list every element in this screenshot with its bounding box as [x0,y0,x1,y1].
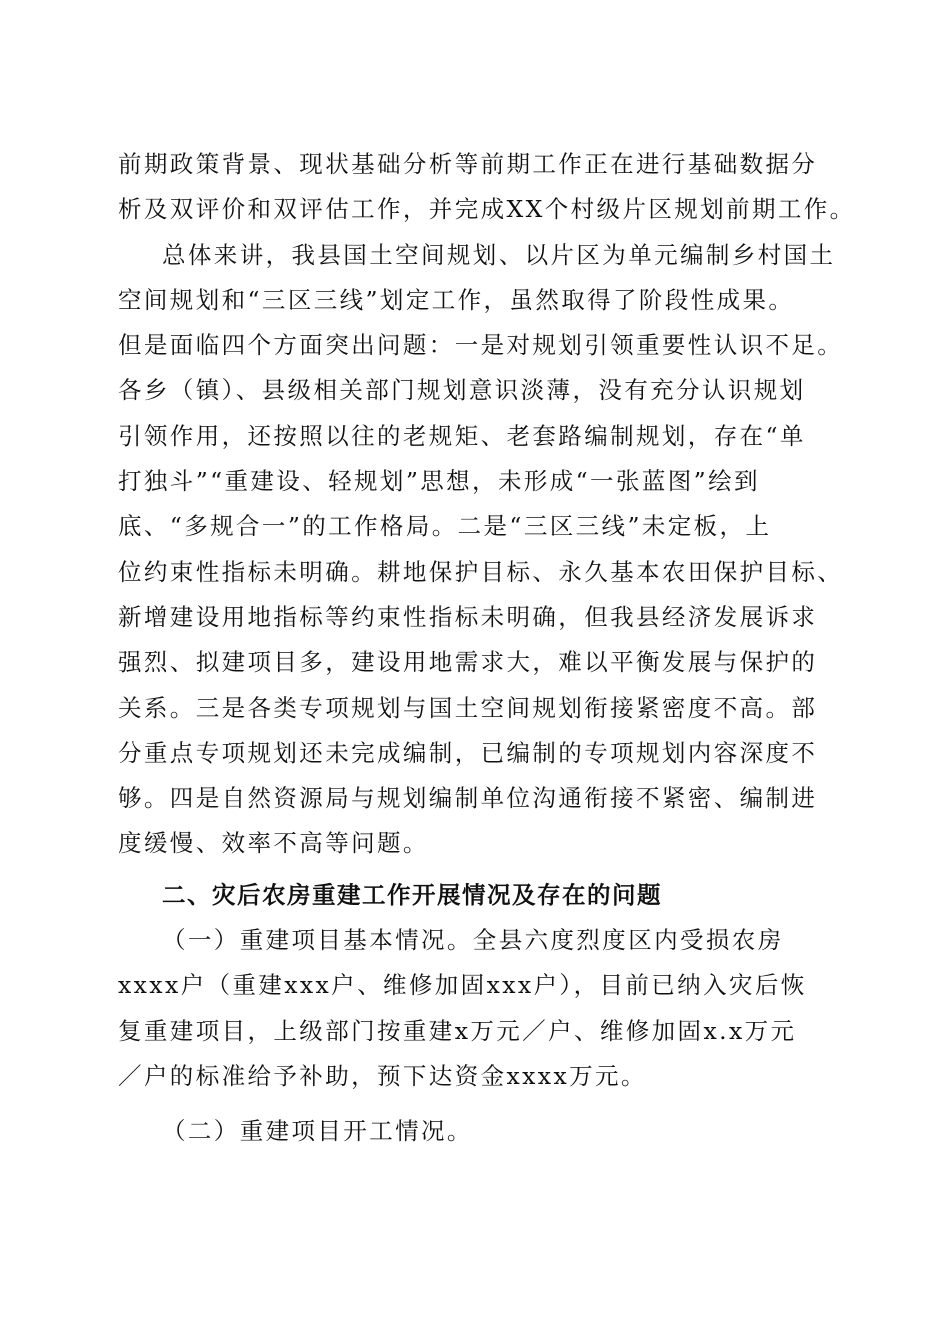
text-line: 打独斗”“重建设、轻规划”思想，未形成“一张蓝图”绘到 [118,467,760,496]
text-line: 底、“多规合一”的工作格局。二是“三区三线”未定板，上 [118,512,772,541]
text-line: ／户的标准给予补助，预下达资金xxxx万元。 [118,1061,647,1090]
document-body [118,142,856,1155]
paragraph-start-line: 总体来讲，我县国土空间规划、以片区为单元编制乡村国土 [162,240,836,269]
text-line: 关系。三是各类专项规划与国土空间规划衔接紧密度不高。部 [118,693,818,722]
text-line: 前期政策背景、现状基础分析等前期工作正在进行基础数据分 [118,150,818,178]
text-line: 各乡（镇）、县级相关部门规划意识淡薄，没有充分认识规划 [118,376,806,405]
text-line: 强烈、拟建项目多，建设用地需求大，难以平衡发展与保护的 [118,648,818,677]
text-line: 够。四是自然资源局与规划编制单位沟通衔接不紧密、编制进 [118,784,818,813]
text-line: 但是面临四个方面突出问题：一是对规划引领重要性认识不足。 [118,331,844,360]
text-line: xxxx户（重建xxx户、维修加固xxx户），目前已纳入灾后恢 [118,971,807,1000]
text-line: 空间规划和“三区三线”划定工作，虽然取得了阶段性成果。 [118,285,795,314]
text-line: 新增建设用地指标等约束性指标未明确，但我县经济发展诉求 [118,602,818,631]
text-line: 度缓慢、效率不高等问题。 [118,829,429,858]
text-line: 位约束性指标未明确。耕地保护目标、永久基本农田保护目标、 [118,557,844,586]
subsection-line: （一）重建项目基本情况。全县六度烈度区内受损农房 [162,926,784,955]
text-line: 引领作用，还按照以往的老规矩、老套路编制规划，存在“单 [118,421,806,450]
text-line: 析及双评价和双评估工作，并完成XX个村级片区规划前期工作。 [118,195,856,224]
section-heading: 二、灾后农房重建工作开展情况及存在的问题 [162,880,662,909]
text-line: 分重点专项规划还未完成编制，已编制的专项规划内容深度不 [118,738,818,767]
text-line: 复重建项目，上级部门按重建x万元／户、维修加固x.x万元 [118,1016,797,1045]
subsection-line: （二）重建项目开工情况。 [162,1117,473,1146]
